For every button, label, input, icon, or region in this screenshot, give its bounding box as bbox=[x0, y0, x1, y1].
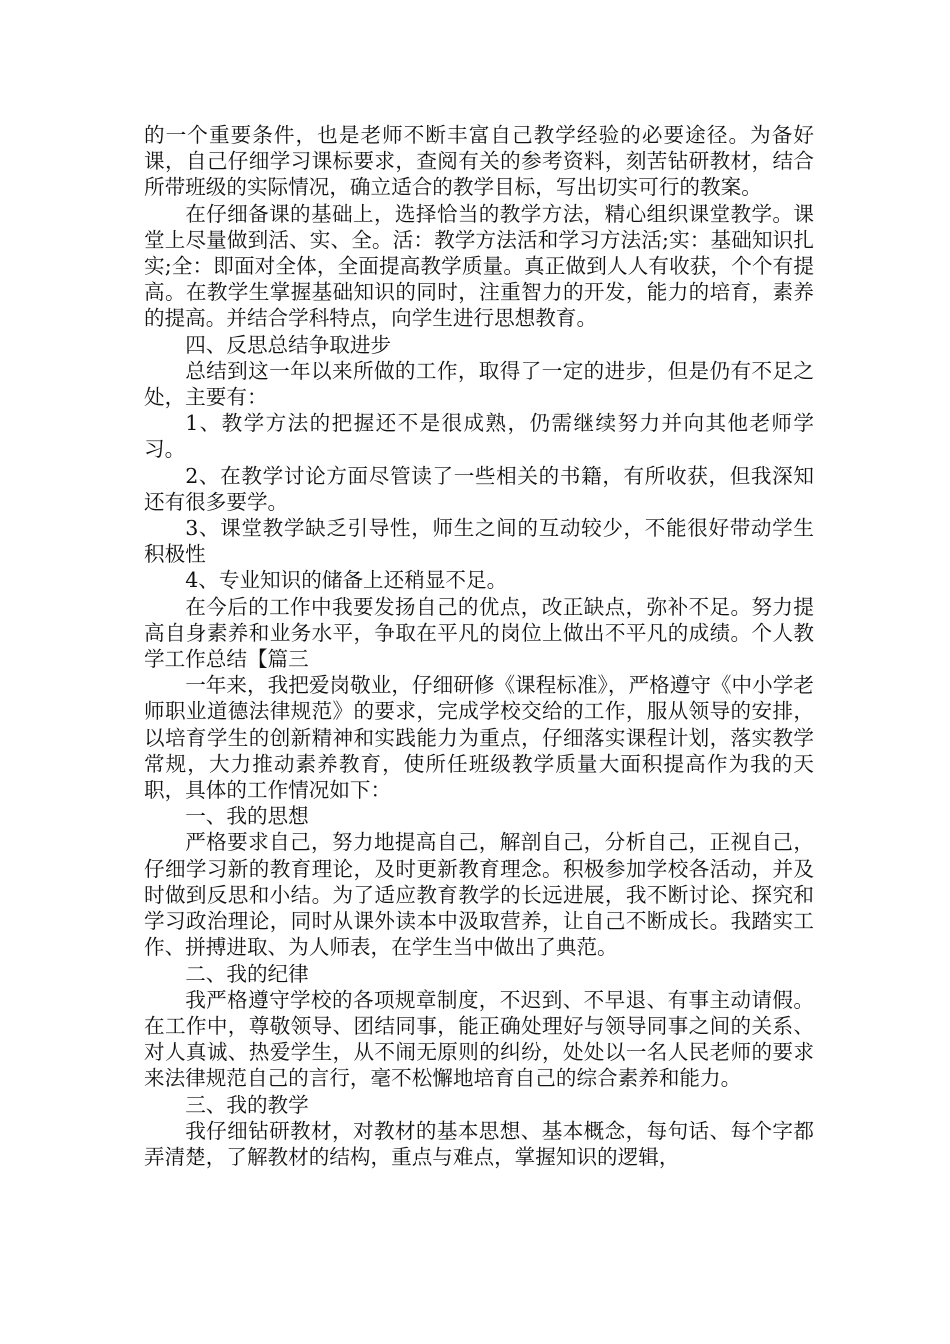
paragraph-future-plan: 在今后的工作中我要发扬自己的优点，改正缺点，弥补不足。努力提高自身素养和业务水平，争取在平凡的岗位上做出不平凡的成绩。个人教学工作总结【篇三 bbox=[144, 594, 814, 672]
section-heading-reflection: 四、反思总结争取进步 bbox=[185, 332, 392, 357]
paragraph-discipline: 我严格遵守学校的各项规章制度，不迟到、不早退、有事主动请假。在工作中，尊敬领导、团结同事，能正确处理好与领导同事之间的关系、对人真诚、热爱学生，从不闹无原则的纠纷，处处以一名人民老师的要求来法律规范自己的言行，毫不松懈地培育自己的综合素养和能力。 bbox=[144, 987, 814, 1091]
list-item-shortcoming-4: 4、专业知识的储备上还稍显不足。 bbox=[185, 568, 508, 593]
paragraph-lesson-plan: 的一个重要条件，也是老师不断丰富自己教学经验的必要途径。为备好课，自己仔细学习课标要求，查阅有关的参考资料，刻苦钻研教材，结合所带班级的实际情况，确立适合的教学目标，写出切实可行的教案。 bbox=[144, 123, 814, 200]
document-page bbox=[144, 122, 814, 1170]
list-item-shortcoming-2: 2、在教学讨论方面尽管读了一些相关的书籍，有所收获，但我深知还有很多要学。 bbox=[144, 463, 814, 514]
list-item-shortcoming-3: 3、课堂教学缺乏引导性，师生之间的互动较少，不能很好带动学生积极性 bbox=[144, 516, 814, 567]
section-heading-thought: 一、我的思想 bbox=[185, 804, 309, 829]
list-item-shortcoming-1: 1、教学方法的把握还不是很成熟，仍需继续努力并向其他老师学习。 bbox=[144, 411, 814, 462]
paragraph-summary-intro: 总结到这一年以来所做的工作，取得了一定的进步，但是仍有不足之处，主要有： bbox=[144, 358, 814, 410]
paragraph-year-overview: 一年来，我把爱岗敬业，仔细研修《课程标准》，严格遵守《中小学老师职业道德法律规范》的要求，完成学校交给的工作，服从领导的安排，以培育学生的创新精神和实践能力为重点，仔细落实课程计划，落实教学常规，大力推动素养教育，使所任班级教学质量大面积提高作为我的天职，具体的工作情况如下： bbox=[144, 673, 814, 803]
paragraph-thought: 严格要求自己，努力地提高自己，解剖自己，分析自己，正视自己，仔细学习新的教育理论，及时更新教育理念。积极参加学校各活动，并及时做到反思和小结。为了适应教育教学的长远进展，我不断讨论、探究和学习政治理论，同时从课外读本中汲取营养，让自己不断成长。我踏实工作、拼搏进取、为人师表，在学生当中做出了典范。 bbox=[144, 830, 814, 960]
paragraph-teaching-method: 在仔细备课的基础上，选择恰当的教学方法，精心组织课堂教学。课堂上尽量做到活、实、全。活：教学方法活和学习方法活;实：基础知识扎实;全：即面对全体，全面提高教学质量。真正做到人人有收获，个个有提高。在教学生掌握基础知识的同时，注重智力的开发，能力的培育，素养的提高。并结合学科特点，向学生进行思想教育。 bbox=[144, 201, 814, 331]
section-heading-discipline: 二、我的纪律 bbox=[185, 961, 309, 986]
paragraph-teaching: 我仔细钻研教材，对教材的基本思想、基本概念，每句话、每个字都弄清楚，了解教材的结构，重点与难点，掌握知识的逻辑， bbox=[144, 1118, 814, 1169]
section-heading-teaching: 三、我的教学 bbox=[185, 1092, 309, 1117]
